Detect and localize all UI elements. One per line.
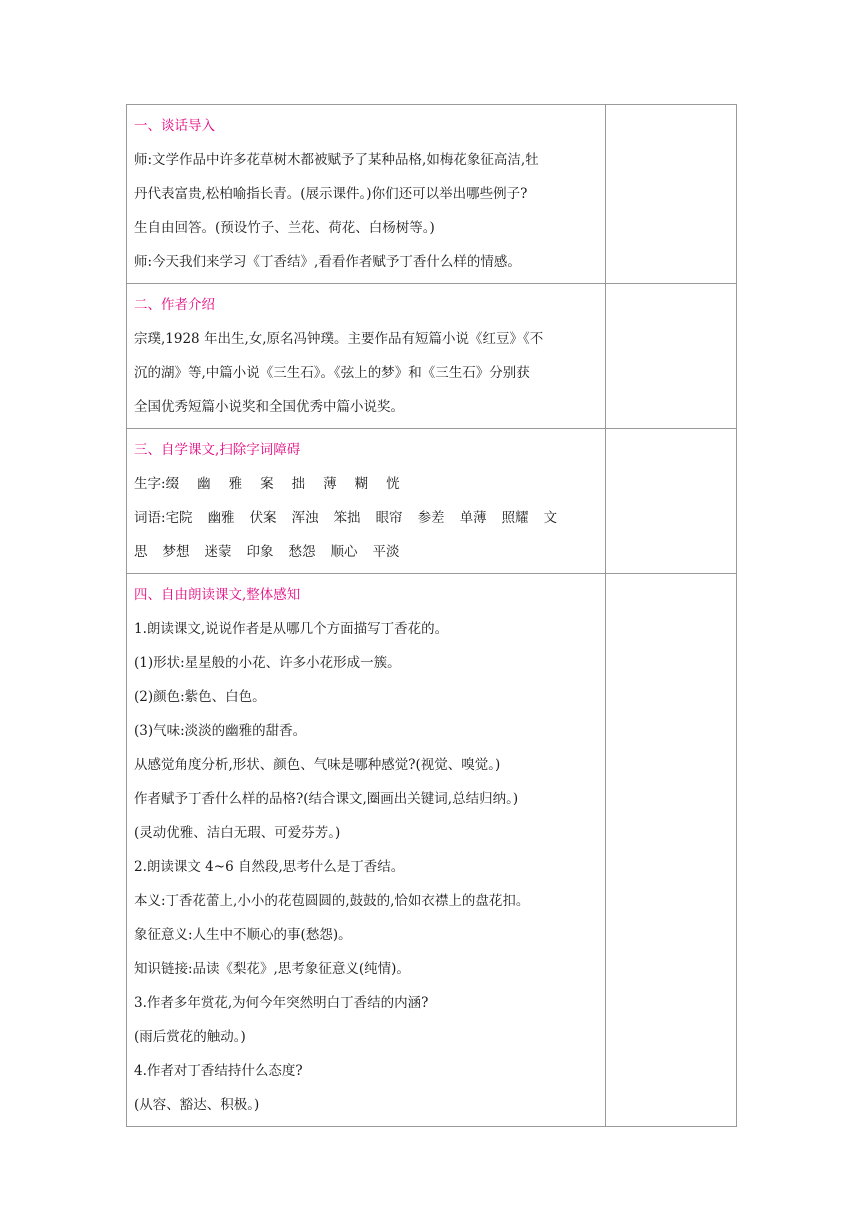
text-line: (雨后赏花的触动。) <box>134 1029 246 1045</box>
text-line: (2)颜色:紫色、白色。 <box>134 689 266 705</box>
text-line: 师:今天我们来学习《丁香结》,看看作者赋予丁香什么样的情感。 <box>134 254 521 270</box>
notes-cell <box>606 105 737 284</box>
new-word: 平淡 <box>372 544 400 560</box>
notes-cell <box>606 574 737 1127</box>
new-words-line-continued <box>134 535 599 569</box>
text-line: 知识链接:品读《梨花》,思考象征意义(纯情)。 <box>134 961 410 977</box>
section-heading-vocabulary: 三、自学课文,扫除字词障碍 <box>134 442 301 458</box>
new-character: 案 <box>260 476 274 492</box>
text-line: 师:文学作品中许多花草树木都被赋予了某种品格,如梅花象征高洁,牡 <box>134 152 539 168</box>
text-line: 作者赋予丁香什么样的品格?(结合课文,圈画出关键词,总结归纳。) <box>134 791 519 807</box>
text-line: (1)形状:星星般的小花、许多小花形成一簇。 <box>134 655 401 671</box>
section-row-author <box>127 284 737 429</box>
new-word: 思 <box>134 544 148 560</box>
notes-cell <box>606 284 737 429</box>
new-word: 宅院 <box>165 510 193 526</box>
new-word: 照耀 <box>501 510 529 526</box>
new-word: 顺心 <box>330 544 358 560</box>
section-content-reading <box>127 574 606 1127</box>
text-line: (灵动优雅、洁白无瑕、可爱芬芳。) <box>134 825 341 841</box>
new-word: 迷蒙 <box>204 544 232 560</box>
section-content-vocabulary <box>127 429 606 574</box>
notes-cell <box>606 429 737 574</box>
new-characters-label: 生字: <box>134 476 166 492</box>
section-heading-author: 二、作者介绍 <box>134 297 215 313</box>
new-word: 笨拙 <box>333 510 361 526</box>
new-character: 幽 <box>197 476 211 492</box>
new-word: 伏案 <box>249 510 277 526</box>
new-word: 单薄 <box>459 510 487 526</box>
section-content-intro <box>127 105 606 284</box>
new-character: 恍 <box>386 476 400 492</box>
section-row-reading <box>127 574 737 1127</box>
text-line: 宗璞,1928 年出生,女,原名冯钟璞。主要作品有短篇小说《红豆》《不 <box>134 331 544 347</box>
section-content-author <box>127 284 606 429</box>
new-word: 参差 <box>417 510 445 526</box>
new-character: 薄 <box>323 476 337 492</box>
text-line: 从感觉角度分析,形状、颜色、气味是哪种感觉?(视觉、嗅觉。) <box>134 757 501 773</box>
new-word: 文 <box>543 510 558 526</box>
new-character: 缀 <box>165 476 180 492</box>
text-line: 沉的湖》等,中篇小说《三生石》。《弦上的梦》和《三生石》分别获 <box>134 365 530 381</box>
new-word: 眼帘 <box>375 510 403 526</box>
text-line: 丹代表富贵,松柏喻指长青。(展示课件。)你们还可以举出哪些例子? <box>134 186 528 202</box>
new-words-label: 词语: <box>134 510 166 526</box>
section-row-intro <box>127 105 737 284</box>
new-words-line <box>134 501 599 535</box>
new-character: 糊 <box>354 476 369 492</box>
new-character: 雅 <box>228 476 243 492</box>
text-line: 全国优秀短篇小说奖和全国优秀中篇小说奖。 <box>134 399 404 415</box>
text-line: 4.作者对丁香结持什么态度? <box>134 1063 303 1079</box>
new-word: 愁怨 <box>288 544 316 560</box>
text-line: 象征意义:人生中不顺心的事(愁怨)。 <box>134 927 352 943</box>
text-line: 3.作者多年赏花,为何今年突然明白丁香结的内涵? <box>134 995 429 1011</box>
new-characters-line <box>134 467 599 501</box>
section-heading-intro: 一、谈话导入 <box>134 118 215 134</box>
new-word: 幽雅 <box>207 510 235 526</box>
text-line: 本义:丁香花蕾上,小小的花苞圆圆的,鼓鼓的,恰如衣襟上的盘花扣。 <box>134 893 530 909</box>
text-line: 1.朗读课文,说说作者是从哪几个方面描写丁香花的。 <box>134 621 449 637</box>
new-word: 印象 <box>246 544 274 560</box>
text-line: (3)气味:淡淡的幽雅的甜香。 <box>134 723 307 739</box>
new-word: 梦想 <box>162 544 190 560</box>
section-heading-reading: 四、自由朗读课文,整体感知 <box>134 587 301 603</box>
text-line: (从容、豁达、积极。) <box>134 1097 260 1113</box>
text-line: 生自由回答。(预设竹子、兰花、荷花、白杨树等。) <box>134 220 435 236</box>
lesson-plan-table <box>126 104 737 1127</box>
new-word: 浑浊 <box>291 510 319 526</box>
text-line: 2.朗读课文 4~6 自然段,思考什么是丁香结。 <box>134 859 405 875</box>
section-row-vocabulary <box>127 429 737 574</box>
new-character: 拙 <box>291 476 306 492</box>
